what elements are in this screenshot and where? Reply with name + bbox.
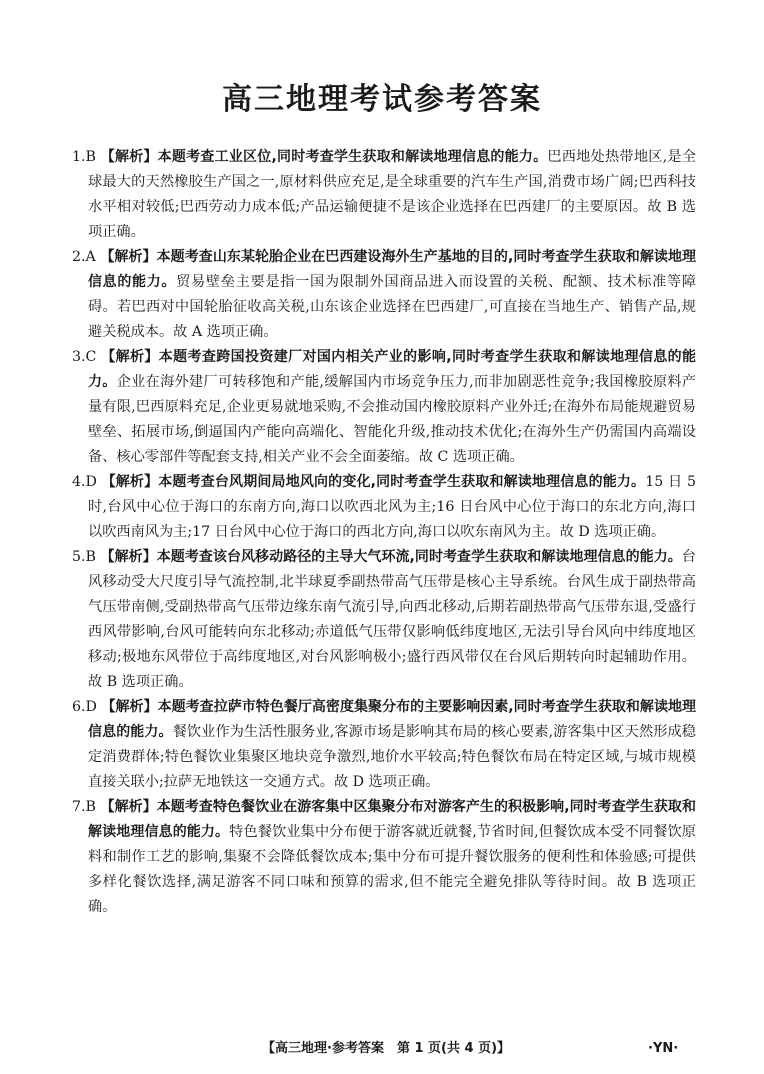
answer-item <box>72 545 696 695</box>
analysis-tag: 【解析】 <box>100 249 157 265</box>
answer-item <box>72 245 696 345</box>
answer-choice: B <box>85 549 96 565</box>
answer-intro: 本题考查特色餐饮业在游客集中区集聚分布对游客产生的积极影响,同时考查学生获取和解读地理信息的能力。 <box>88 799 696 840</box>
answer-number: 6. <box>72 699 86 715</box>
answer-item <box>72 345 696 470</box>
answer-item <box>72 695 696 795</box>
answer-item <box>72 795 696 920</box>
answer-intro: 本题考查台风期间局地风向的变化,同时考查学生获取和解读地理信息的能力。 <box>158 474 646 490</box>
answer-body: 特色餐饮业集中分布便于游客就近就餐,节省时间,但餐饮成本受不同餐饮原料和制作工艺的影响,集聚不会降低餐饮成本;集中分布可提升餐饮服务的便利性和体验感;可提供多样化餐饮选择,满足游客不同口味和预算的需求,但不能完全避免排队等待时间。故 B 选项正确。 <box>88 824 696 915</box>
answer-list <box>72 145 696 920</box>
answer-number: 5. <box>72 549 86 565</box>
analysis-tag: 【解析】 <box>101 699 158 715</box>
answer-intro: 本题考查跨国投资建厂对国内相关产业的影响,同时考查学生获取和解读地理信息的能力。 <box>88 349 696 390</box>
answer-choice: D <box>85 474 97 490</box>
footer-region-code: ·YN· <box>648 1041 679 1056</box>
answer-body: 贸易壁垒主要是指一国为限制外国商品进入而设置的关税、配额、技术标准等障碍。若巴西对中国轮胎征收高关税,山东该企业选择在巴西建厂,可直接在当地生产、销售产品,规避关税成本。故 A 选项正确。 <box>88 274 696 340</box>
analysis-tag: 【解析】 <box>100 799 157 815</box>
answer-item <box>72 470 696 545</box>
answer-number: 7. <box>72 799 86 815</box>
answer-body: 餐饮业作为生活性服务业,客源市场是影响其布局的核心要素,游客集中区天然形成稳定消费群体;特色餐饮业集聚区地块竞争激烈,地价水平较高;特色餐饮布局在特定区域,与城市规模直接关联小;拉萨无地铁这一交通方式。故 D 选项正确。 <box>88 724 696 790</box>
answer-body: 台风移动受大尺度引导气流控制,北半球夏季副热带高气压带是核心主导系统。台风生成于副热带高气压带南侧,受副热带高气压带边缘东南气流引导,向西北移动,后期若副热带高气压带东退,受盛行西风带影响,台风可能转向东北移动;赤道低气压带仅影响低纬度地区,无法引导台风向中纬度地区移动;极地东风带位于高纬度地区,对台风影响极小;盛行西风带仅在台风后期转向时起辅助作用。故 B 选项正确。 <box>88 549 696 690</box>
footer-page-info: 【高三地理·参考答案 第 1 页(共 4 页)】 <box>262 1041 511 1056</box>
answer-intro: 本题考查拉萨市特色餐厅高密度集聚分布的主要影响因素,同时考查学生获取和解读地理信息的能力。 <box>88 699 697 740</box>
answer-body: 15 日 5 时,台风中心位于海口的东南方向,海口以吹西北风为主;16 日台风中心位于海口的东北方向,海口以吹西南风为主;17 日台风中心位于海口的西北方向,海口以吹东南风为主。故 D 选项正确。 <box>88 474 696 540</box>
analysis-tag: 【解析】 <box>100 549 157 565</box>
answer-intro: 本题考查山东某轮胎企业在巴西建设海外生产基地的目的,同时考查学生获取和解读地理信息的能力。 <box>88 249 697 290</box>
answer-body: 巴西地处热带地区,是全球最大的天然橡胶生产国之一,原材料供应充足,是全球重要的汽车生产国,消费市场广阔;巴西科技水平相对较低;巴西劳动力成本低;产品运输便捷不是该企业选择在巴西建厂的主要原因。故 B 选项正确。 <box>88 149 697 240</box>
answer-choice: B <box>85 799 96 815</box>
analysis-tag: 【解析】 <box>101 349 159 365</box>
page-title: 高三地理考试参考答案 <box>222 82 542 117</box>
answer-number: 2. <box>72 249 86 265</box>
answer-choice: A <box>85 249 96 265</box>
answer-choice: C <box>85 349 97 365</box>
answer-choice: B <box>85 149 96 165</box>
answer-number: 4. <box>72 474 86 490</box>
answer-number: 3. <box>72 349 86 365</box>
answer-item <box>72 145 696 245</box>
analysis-tag: 【解析】 <box>101 474 159 490</box>
analysis-tag: 【解析】 <box>100 149 158 165</box>
answer-intro: 本题考查工业区位,同时考查学生获取和解读地理信息的能力。 <box>157 149 548 165</box>
page-footer <box>0 1038 764 1060</box>
answer-intro: 本题考查该台风移动路径的主导大气环流,同时考查学生获取和解读地理信息的能力。 <box>156 549 682 565</box>
answer-number: 1. <box>72 149 86 165</box>
answer-body: 企业在海外建厂可转移饱和产能,缓解国内市场竞争压力,而非加剧恶性竞争;我国橡胶原料产量有限,巴西原料充足,企业更易就地采购,不会推动国内橡胶原料产业外迁;在海外布局能规避贸易壁垒、拓展市场,倒逼国内产能向高端化、智能化升级,推动技术优化;在海外生产仍需国内高端设备、核心零部件等配套支持,相关产业不会全面萎缩。故 C 选项正确。 <box>88 374 697 465</box>
answer-choice: D <box>85 699 97 715</box>
